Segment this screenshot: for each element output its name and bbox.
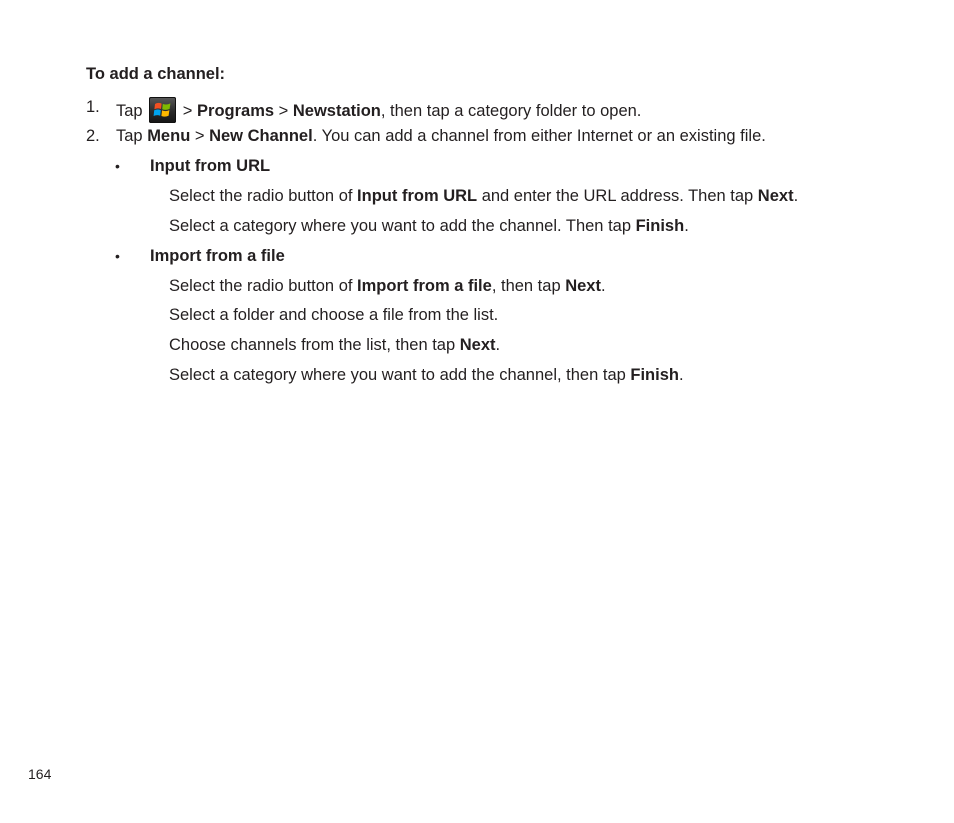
bold-segment: Finish [630, 366, 679, 384]
step-2-suffix: . You can add a channel from either Internet or an existing file. [312, 127, 766, 145]
step-2-prefix: Tap [116, 127, 148, 145]
bold-segment: Next [459, 336, 496, 354]
page-number: 164 [28, 766, 52, 782]
step-2-new-channel: New Channel [209, 127, 313, 145]
option-2-line-1 [169, 276, 606, 296]
text-segment: Select a category where you want to add the channel. Then tap [169, 217, 636, 235]
bold-segment: Next [757, 187, 794, 205]
text-segment: . [684, 217, 689, 235]
option-1-line-2 [169, 216, 689, 236]
step-1-text [116, 97, 641, 123]
step-1-newstation: Newstation [292, 102, 381, 120]
bold-segment: Input from URL [357, 187, 478, 205]
text-segment: Choose channels from the list, then tap [169, 336, 460, 354]
text-segment: Select a folder and choose a file from the list. [169, 306, 499, 324]
option-title-text: Input from URL [150, 157, 271, 175]
step-2-menu: Menu [147, 127, 191, 145]
text-segment: . [495, 336, 501, 354]
option-input-from-url-title [150, 156, 270, 176]
text-segment: . [678, 366, 684, 384]
option-2-line-3 [169, 335, 500, 355]
step-2-number: 2. [86, 127, 100, 145]
bullet-marker: • [115, 248, 120, 264]
step-2-text [116, 126, 766, 146]
text-segment: and enter the URL address. Then tap [477, 187, 758, 205]
option-2-line-4 [169, 365, 684, 385]
option-title-text: Import from a file [150, 247, 285, 265]
step-1-separator-1: > [178, 102, 198, 120]
step-1-suffix: , then tap a category folder to open. [380, 102, 642, 120]
step-2-separator: > [190, 127, 210, 145]
text-segment: , then tap [491, 277, 566, 295]
bold-segment: Import from a file [357, 277, 492, 295]
bold-segment: Finish [635, 217, 685, 235]
step-1-separator-2: > [274, 102, 293, 120]
option-2-line-2 [169, 305, 498, 325]
bullet-marker: • [115, 158, 120, 174]
text-segment: Select a category where you want to add the channel, then tap [169, 366, 631, 384]
step-1-prefix: Tap [116, 102, 143, 120]
text-segment: Select the radio button of [169, 277, 358, 295]
text-segment: . [793, 187, 799, 205]
option-import-from-file-title [150, 246, 285, 266]
section-heading: To add a channel: [86, 65, 226, 83]
windows-start-icon [149, 97, 176, 123]
text-segment: . [600, 277, 606, 295]
step-1-programs: Programs [197, 102, 275, 120]
bold-segment: Next [565, 277, 601, 295]
text-segment: Select the radio button of [169, 187, 358, 205]
step-1-number: 1. [86, 98, 100, 116]
option-1-line-1 [169, 186, 798, 206]
